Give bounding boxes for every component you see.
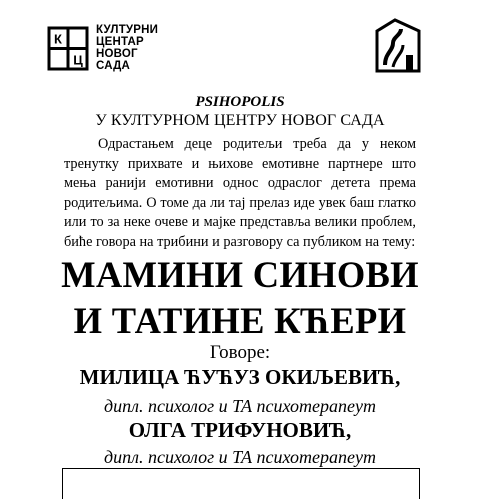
speaker-2-name: ОЛГА ТРИФУНОВИЋ, (128, 418, 352, 442)
date-info-frame (62, 468, 420, 499)
kc-logo-line-2: ЦЕНТАР (96, 36, 144, 48)
topic-headline (0, 252, 480, 344)
kc-logo-line-1: КУЛТУРНИ (96, 24, 159, 36)
headline-line-2: И ТАТИНЕ КЋЕРИ (73, 300, 407, 341)
kc-glyph-letter-c: Ц (73, 52, 83, 67)
tower-emblem-icon (373, 17, 424, 73)
kc-monogram-icon (47, 26, 89, 71)
event-series-title: PSIHOPOLIS (195, 94, 285, 110)
intro-paragraph: Одрастањем деце родитељи треба да у неком тренутку прихвате и њихове емотивне партнере што мења ранији емотивни однос одраслог детета према родитељима. О томе да ли тај прелаз иде увек баш глатко или то за неке очеве и мајке представља велики проблем, биће говора на трибини и разговору са публиком на тему: (64, 136, 416, 250)
speaker-1-name: МИЛИЦА ЋУЋУЗ ОКИЉЕВИЋ, (79, 365, 401, 389)
speaker-2-role: дипл. психолог и ТА психотерапеут (104, 447, 376, 467)
headline-line-1: МАМИНИ СИНОВИ (61, 254, 419, 295)
kc-glyph-letter-k: К (54, 31, 62, 46)
venue-subtitle: У КУЛТУРНОМ ЦЕНТРУ НОВОГ САДА (95, 112, 385, 129)
kc-logo-line-3: НОВОГ (96, 48, 138, 60)
kc-logo (47, 24, 158, 72)
kc-logo-text (96, 24, 158, 72)
speakers-label: Говоре: (209, 342, 271, 363)
speaker-1-role: дипл. психолог и ТА психотерапеут (104, 396, 376, 416)
kc-logo-line-4: САДА (96, 60, 131, 72)
